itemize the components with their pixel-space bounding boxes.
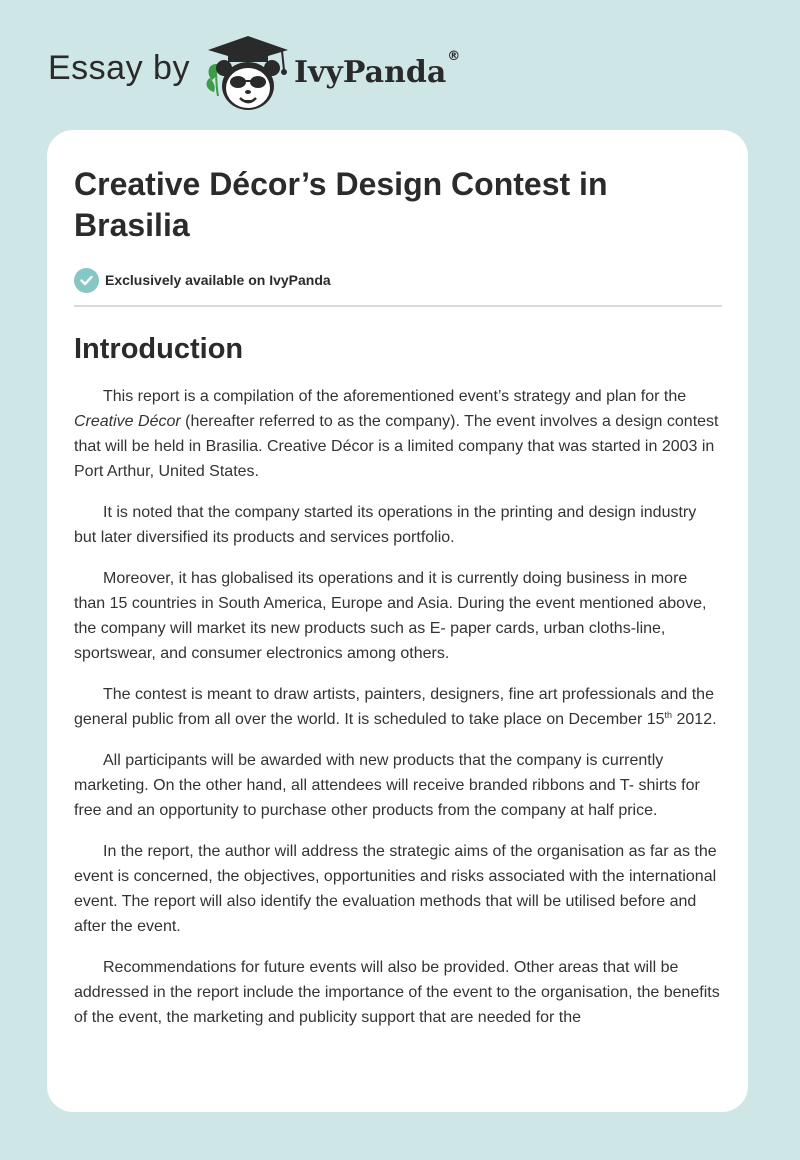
- paragraph-7: Recommendations for future events will also be provided. Other areas that will be addressed in the report include the importance of the event to the organisation, the benefits of the event, the marketing and publicity support that are needed for the: [74, 959, 720, 1026]
- essay-body: [74, 384, 722, 1030]
- section-heading-introduction: Introduction: [74, 333, 244, 365]
- paragraph-6: In the report, the author will address the strategic aims of the organisation as far as the event is concerned, the objectives, opportunities and risks associated with the international event. The report will also identify the evaluation methods that will be utilised before and after the event.: [74, 843, 717, 935]
- exclusive-label: Exclusively available on IvyPanda: [105, 272, 331, 288]
- site-header-logo[interactable]: [48, 34, 460, 114]
- paragraph-1-text-a: This report is a compilation of the aforementioned event’s strategy and plan for the: [103, 388, 687, 405]
- exclusive-badge: [74, 267, 722, 293]
- essay-card: [47, 130, 748, 1112]
- registered-mark: ®: [447, 48, 461, 64]
- essay-title: Creative Décor’s Design Contest in Brasilia: [74, 166, 608, 243]
- paragraph-1-text-b: (hereafter referred to as the company). The event involves a design contest that will be held in Brasilia. Creative Décor is a limited company that was started in 2003 in Port Arthur, United States.: [74, 413, 719, 480]
- divider: [74, 305, 722, 307]
- brand-name: IvyPanda: [293, 54, 447, 90]
- company-name-italic: Creative Décor: [74, 413, 181, 430]
- paragraph-4-text-a: The contest is meant to draw artists, painters, designers, fine art professionals and the general public from all over the world. It is scheduled to take place on December 15: [74, 686, 714, 728]
- check-circle-icon: [74, 268, 99, 293]
- paragraph-1: [74, 384, 722, 484]
- panda-mascot-icon: [202, 34, 294, 114]
- paragraph-4: [74, 682, 722, 732]
- ordinal-suffix: th: [664, 710, 673, 720]
- paragraph-5: All participants will be awarded with new products that the company is currently marketing. On the other hand, all attendees will receive branded ribbons and T- shirts for free and an opportunity to purchase other products from the company at half price.: [74, 752, 700, 819]
- brand-prefix: Essay by: [48, 48, 190, 87]
- paragraph-4-text-b: 2012.: [672, 711, 717, 728]
- paragraph-3: Moreover, it has globalised its operations and it is currently doing business in more than 15 countries in South America, Europe and Asia. During the event mentioned above, the company will market its new products such as E- paper cards, urban cloths-line, sportswear, and consumer electronics among others.: [74, 570, 707, 662]
- paragraph-2: It is noted that the company started its operations in the printing and design industry but later diversified its products and services portfolio.: [74, 504, 697, 546]
